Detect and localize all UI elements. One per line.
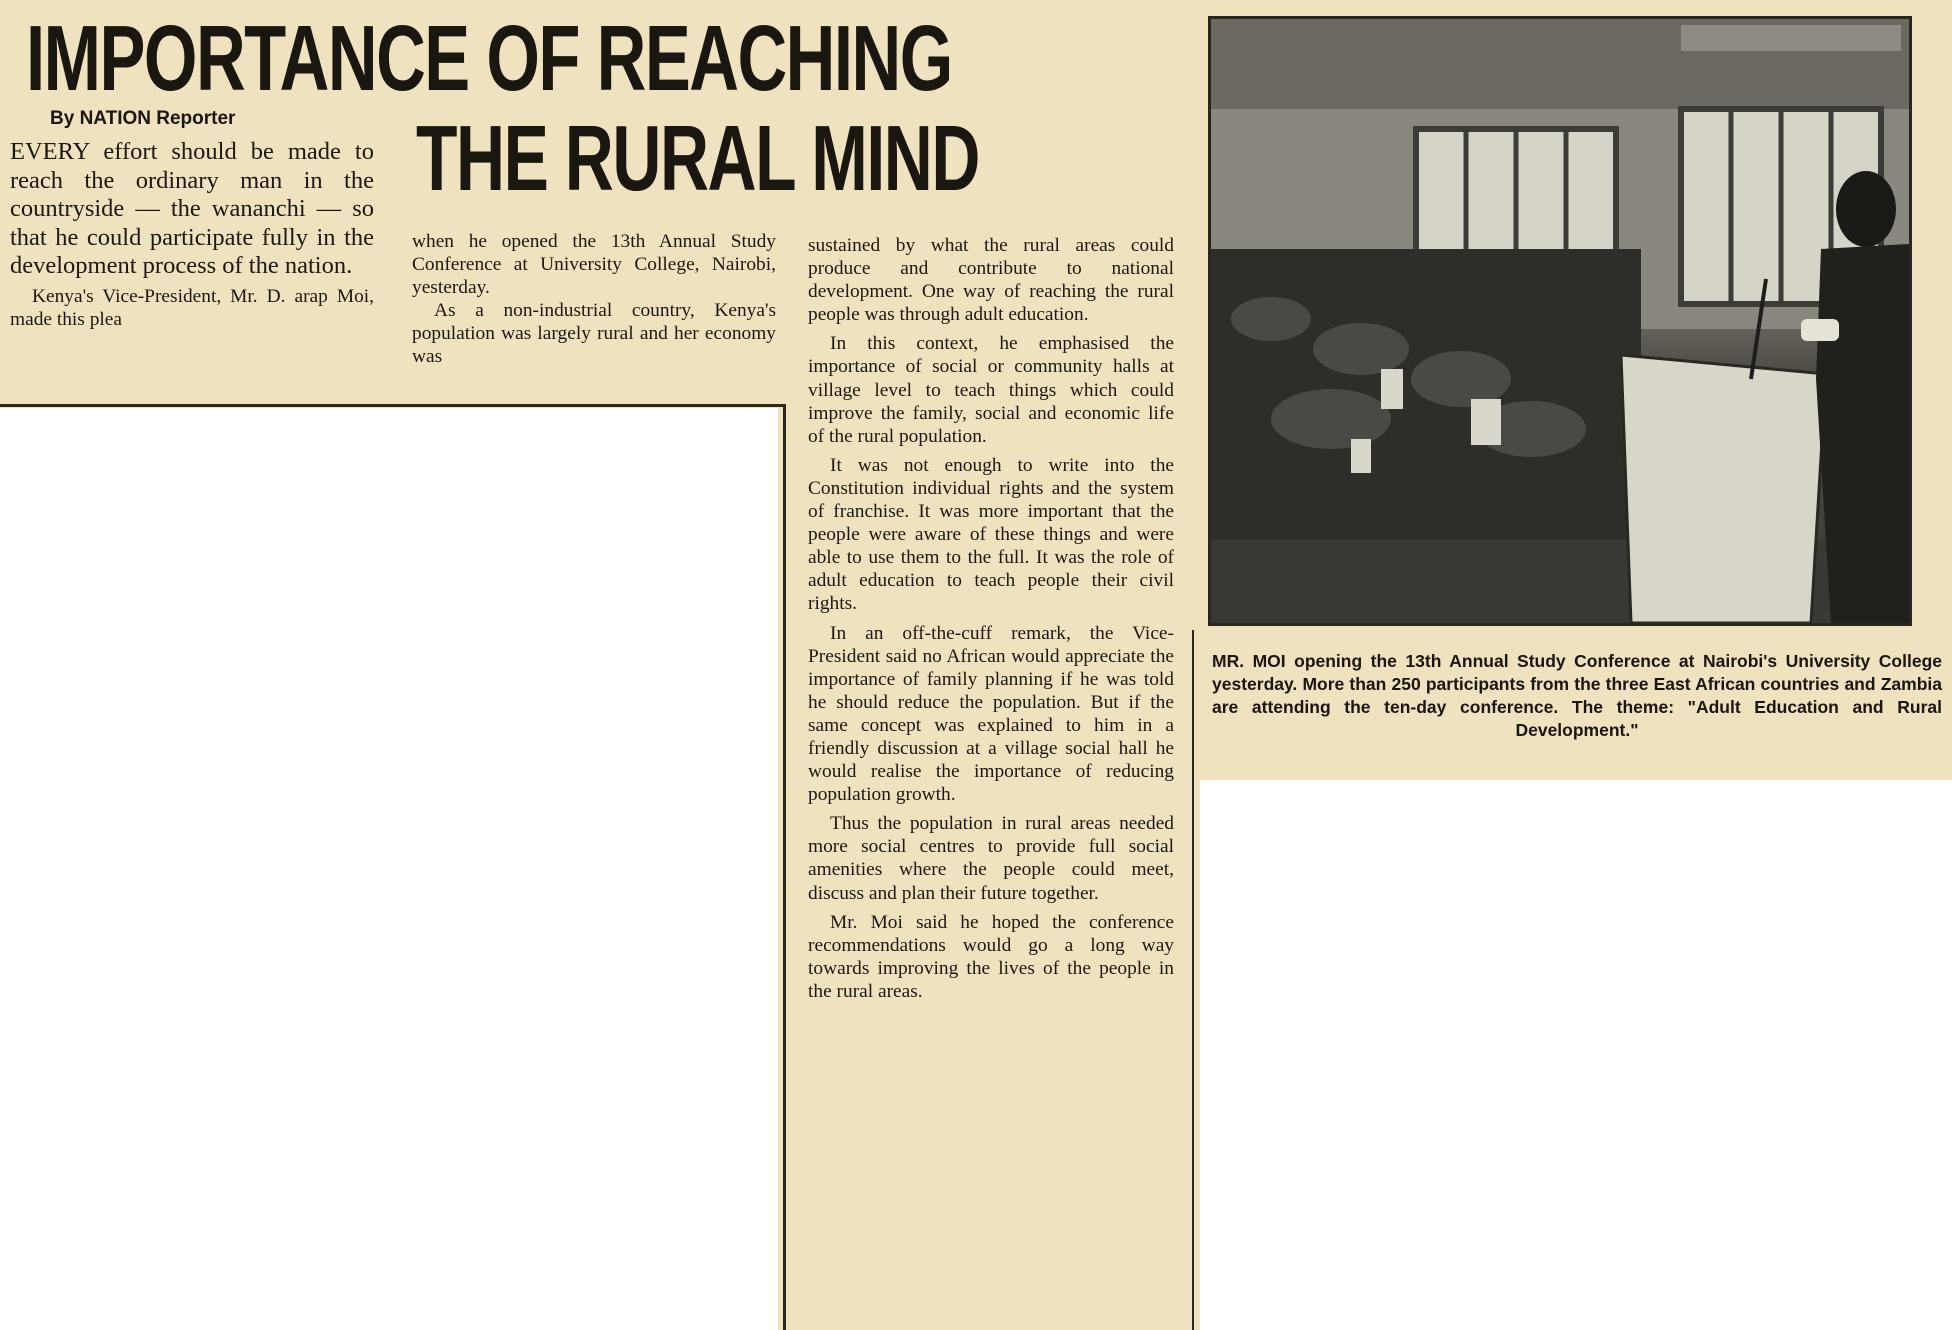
headline-line-2: THE RURAL MIND	[416, 106, 979, 210]
paragraph: Kenya's Vice-President, Mr. D. arap Moi, made this plea	[10, 285, 374, 331]
article-column-1	[10, 138, 374, 331]
headline-line-1: IMPORTANCE OF REACHING	[26, 6, 952, 110]
conference-photo	[1208, 16, 1912, 626]
article-column-3	[808, 234, 1174, 1003]
paragraph: Mr. Moi said he hoped the conference recommendations would go a long way towards improving the lives of the people in the rural areas.	[808, 911, 1174, 1002]
paragraph: As a non-industrial country, Kenya's population was largely rural and her economy was	[412, 300, 776, 368]
lead-paragraph: EVERY effort should be made to reach the ordinary man in the countryside — the wananchi — so that he could participate fully in the development process of the nation.	[10, 138, 374, 280]
article-bottom-rule	[0, 404, 786, 407]
paragraph: when he opened the 13th Annual Study Conference at University College, Nairobi, yesterday.	[412, 231, 776, 299]
column-right-rule	[1192, 630, 1194, 1330]
paragraph: sustained by what the rural areas could produce and contribute to national development. One way of reaching the rural people was through adult education.	[808, 235, 1174, 326]
paragraph: In this context, he emphasised the importance of social or community halls at village level to teach things which could improve the family, social and economic life of the rural population.	[808, 333, 1174, 447]
byline: By NATION Reporter	[50, 108, 236, 129]
paragraph: Thus the population in rural areas needed more social centres to provide full social amenities where the people could meet, discuss and plan their future together.	[808, 813, 1174, 904]
paragraph: It was not enough to write into the Constitution individual rights and the system of franchise. It was more important that the people were aware of these things and were able to use them to the full. It was the role of adult education to teach people their civil rights.	[808, 454, 1174, 615]
column-left-rule	[783, 404, 786, 1330]
conference-photo-illustration	[1211, 19, 1909, 623]
article-column-2	[412, 230, 776, 369]
photo-caption: MR. MOI opening the 13th Annual Study Conference at Nairobi's University College yesterday. More than 250 participants from the three East African countries and Zambia are attending the ten-day conference. The theme: "Adult Education and Rural Development."	[1212, 651, 1942, 740]
paragraph: In an off-the-cuff remark, the Vice-President said no African would appreciate the importance of family planning if he was told he should reduce the population. But if the same concept was explained to him in a friendly discussion at a village social hall he would realise the importance of reducing population growth.	[808, 622, 1174, 806]
